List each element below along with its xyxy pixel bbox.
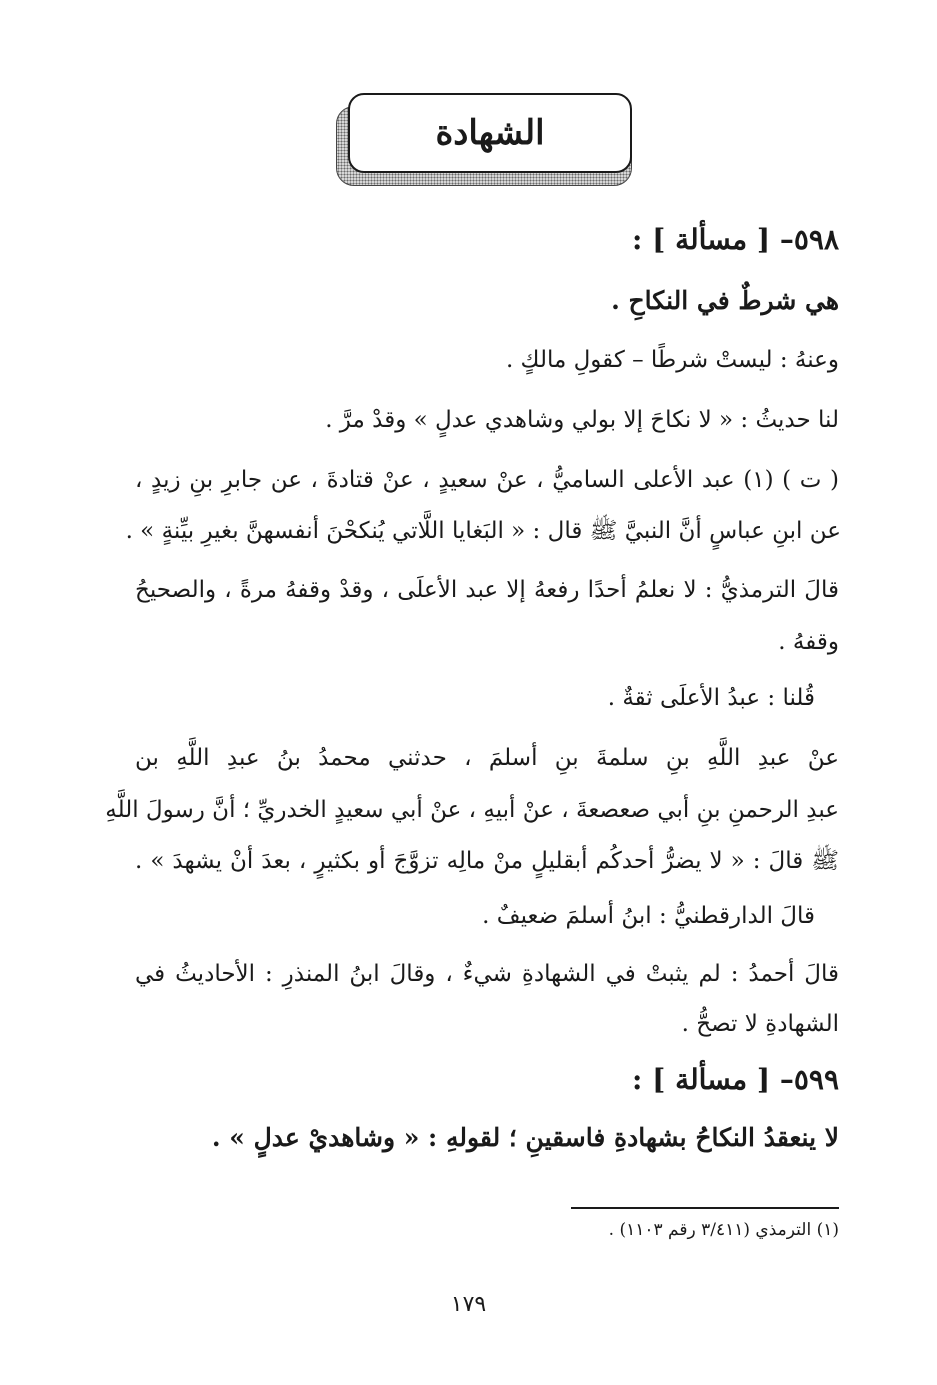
text-line: وعنهُ : ليستْ شرطًا – كقولِ مالكٍ . [505, 347, 839, 373]
issue-statement-599: لا ينعقدُ النكاحُ بشهادةِ فاسقينِ ؛ لقولهِ : « وشاهديْ عدلٍ » . [211, 1123, 839, 1152]
text-line: لنا حديثُ : « لا نكاحَ إلا بولي وشاهدي عدلٍ » وقدْ مرَّ . [325, 407, 839, 433]
issue-heading-599: ٥٩٩– [ مسألة ] : [632, 1063, 839, 1096]
footnote: (١) الترمذي (٣/٤١١ رقم ١١٠٣) . [608, 1220, 839, 1240]
text-line: ( ت ) (١) عبد الأعلى الساميُّ ، عنْ سعيدٍ ، عنْ قتادةَ ، عن جابرِ بنِ زيدٍ ، [135, 467, 839, 493]
text-line: الشهادةِ لا تصحُّ . [681, 1011, 839, 1037]
issue-heading-598: ٥٩٨– [ مسألة ] : [632, 223, 839, 256]
text-line: قالَ أحمدُ : لم يثبتْ في الشهادةِ شيءٌ ، وقالَ ابنُ المنذرِ : الأحاديثُ في [135, 961, 839, 987]
chapter-title: الشهادة [435, 113, 545, 153]
page-number: ١٧٩ [450, 1292, 487, 1317]
text-line: عنْ عبدِ اللَّهِ بنِ سلمةَ بنِ أسلمَ ، حدثني محمدُ بنُ عبدِ اللَّهِ بن [135, 745, 839, 771]
issue-statement-598: هي شرطٌ في النكاحِ . [611, 286, 839, 315]
text-line: عن ابنِ عباسٍ أنَّ النبيَّ ﷺ قال : « البَغايا اللَّاتي يُنكحْنَ أنفسهنَّ بغيرِ بيِّنةٍ » . [125, 518, 841, 544]
text-line: ﷺ قالَ : « لا يضرُّ أحدكُم أبقليلٍ منْ مالِه تزوَّجَ أو بكثيرٍ ، بعدَ أنْ يشهدَ » . [135, 848, 839, 874]
text-line: قالَ الترمذيُّ : لا نعلمُ أحدًا رفعهُ إلا عبد الأعلَى ، وقدْ وقفهُ مرةً ، والصحيحُ [135, 577, 839, 603]
title-frame [348, 93, 632, 173]
text-line: قالَ الدارقطنيُّ : ابنُ أسلمَ ضعيفٌ . [482, 903, 815, 929]
text-line: قُلنا : عبدُ الأعلَى ثقةٌ . [607, 685, 815, 711]
text-line: عبدِ الرحمنِ بنِ أبي صعصعةَ ، عنْ أبيهِ ، عنْ أبي سعيدٍ الخدريِّ ؛ أنَّ رسولَ اللَّهِ [105, 797, 839, 823]
text-line: وقفهُ . [778, 629, 839, 655]
footnote-divider [571, 1207, 839, 1209]
